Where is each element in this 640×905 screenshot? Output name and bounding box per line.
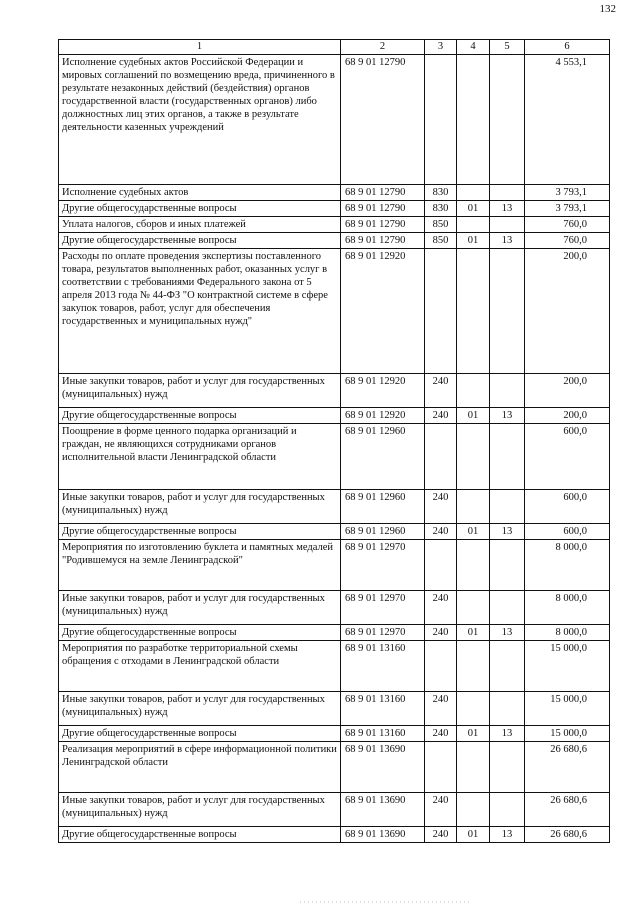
cell-section: 01 bbox=[457, 827, 490, 843]
cell-target-code: 68 9 01 12920 bbox=[341, 408, 425, 424]
cell-target-code: 68 9 01 12970 bbox=[341, 591, 425, 625]
cell-expense-type bbox=[425, 540, 457, 591]
cell-expense-type: 240 bbox=[425, 793, 457, 827]
cell-amount: 8 000,0 bbox=[525, 591, 610, 625]
cell-amount: 3 793,1 bbox=[525, 201, 610, 217]
cell-name: Другие общегосударственные вопросы bbox=[59, 201, 341, 217]
cell-amount: 3 793,1 bbox=[525, 185, 610, 201]
cell-expense-type: 240 bbox=[425, 726, 457, 742]
table-row bbox=[59, 374, 610, 408]
cell-section bbox=[457, 692, 490, 726]
cell-name: Мероприятия по разработке территориальной схемы обращения с отходами в Ленинградской области bbox=[59, 641, 341, 692]
cell-subsection: 13 bbox=[490, 726, 525, 742]
cell-section bbox=[457, 185, 490, 201]
cell-subsection bbox=[490, 424, 525, 490]
cell-name: Уплата налогов, сборов и иных платежей bbox=[59, 217, 341, 233]
cell-section: 01 bbox=[457, 625, 490, 641]
cell-expense-type: 830 bbox=[425, 201, 457, 217]
cell-section bbox=[457, 540, 490, 591]
cell-section bbox=[457, 424, 490, 490]
cell-section: 01 bbox=[457, 524, 490, 540]
cell-subsection bbox=[490, 692, 525, 726]
cell-subsection bbox=[490, 490, 525, 524]
cell-section: 01 bbox=[457, 408, 490, 424]
cell-target-code: 68 9 01 12960 bbox=[341, 524, 425, 540]
cell-name: Иные закупки товаров, работ и услуг для государственных (муниципальных) нужд bbox=[59, 591, 341, 625]
cell-target-code: 68 9 01 13690 bbox=[341, 742, 425, 793]
table-header-row bbox=[59, 40, 610, 55]
cell-name: Иные закупки товаров, работ и услуг для государственных (муниципальных) нужд bbox=[59, 793, 341, 827]
table-row bbox=[59, 742, 610, 793]
cell-section bbox=[457, 793, 490, 827]
cell-amount: 26 680,6 bbox=[525, 793, 610, 827]
cell-target-code: 68 9 01 13690 bbox=[341, 827, 425, 843]
header-col-1: 1 bbox=[59, 40, 341, 55]
cell-name: Другие общегосударственные вопросы bbox=[59, 408, 341, 424]
cell-expense-type bbox=[425, 55, 457, 185]
header-col-4: 4 bbox=[457, 40, 490, 55]
cell-expense-type: 850 bbox=[425, 233, 457, 249]
cell-target-code: 68 9 01 12790 bbox=[341, 55, 425, 185]
table-row bbox=[59, 490, 610, 524]
cell-name: Мероприятия по изготовлению буклета и памятных медалей "Родившемуся на земле Ленинградской" bbox=[59, 540, 341, 591]
cell-target-code: 68 9 01 13160 bbox=[341, 692, 425, 726]
table-row bbox=[59, 201, 610, 217]
page-number: 132 bbox=[599, 3, 616, 15]
cell-subsection: 13 bbox=[490, 524, 525, 540]
table-row bbox=[59, 591, 610, 625]
cell-subsection bbox=[490, 185, 525, 201]
table-row bbox=[59, 249, 610, 374]
cell-subsection: 13 bbox=[490, 625, 525, 641]
cell-section bbox=[457, 641, 490, 692]
cell-expense-type: 240 bbox=[425, 524, 457, 540]
header-col-6: 6 bbox=[525, 40, 610, 55]
cell-amount: 760,0 bbox=[525, 233, 610, 249]
cell-name: Реализация мероприятий в сфере информационной политики Ленинградской области bbox=[59, 742, 341, 793]
cell-expense-type: 240 bbox=[425, 625, 457, 641]
table-row bbox=[59, 726, 610, 742]
table-row bbox=[59, 827, 610, 843]
header-col-5: 5 bbox=[490, 40, 525, 55]
cell-name: Исполнение судебных актов bbox=[59, 185, 341, 201]
cell-expense-type: 240 bbox=[425, 692, 457, 726]
cell-subsection bbox=[490, 249, 525, 374]
cell-amount: 15 000,0 bbox=[525, 726, 610, 742]
cell-subsection bbox=[490, 591, 525, 625]
table-row bbox=[59, 217, 610, 233]
table-row bbox=[59, 424, 610, 490]
cell-amount: 26 680,6 bbox=[525, 827, 610, 843]
cell-subsection: 13 bbox=[490, 233, 525, 249]
cell-target-code: 68 9 01 12790 bbox=[341, 233, 425, 249]
cell-amount: 15 000,0 bbox=[525, 692, 610, 726]
table-row bbox=[59, 641, 610, 692]
cell-target-code: 68 9 01 12970 bbox=[341, 540, 425, 591]
cell-name: Поощрение в форме ценного подарка организаций и граждан, не являющихся сотрудниками органов исполнительной власти Ленинградской области bbox=[59, 424, 341, 490]
table-row bbox=[59, 625, 610, 641]
cell-expense-type: 240 bbox=[425, 408, 457, 424]
cell-target-code: 68 9 01 13160 bbox=[341, 641, 425, 692]
table-row bbox=[59, 185, 610, 201]
table-row bbox=[59, 692, 610, 726]
budget-table bbox=[58, 39, 610, 843]
cell-amount: 4 553,1 bbox=[525, 55, 610, 185]
cell-amount: 600,0 bbox=[525, 524, 610, 540]
cell-amount: 15 000,0 bbox=[525, 641, 610, 692]
table-row bbox=[59, 540, 610, 591]
cell-subsection bbox=[490, 742, 525, 793]
cell-subsection: 13 bbox=[490, 408, 525, 424]
cell-amount: 26 680,6 bbox=[525, 742, 610, 793]
cell-target-code: 68 9 01 12790 bbox=[341, 217, 425, 233]
cell-section: 01 bbox=[457, 726, 490, 742]
cell-target-code: 68 9 01 12960 bbox=[341, 424, 425, 490]
cell-expense-type bbox=[425, 249, 457, 374]
cell-section: 01 bbox=[457, 201, 490, 217]
cell-amount: 200,0 bbox=[525, 408, 610, 424]
cell-expense-type: 830 bbox=[425, 185, 457, 201]
cell-name: Другие общегосударственные вопросы bbox=[59, 625, 341, 641]
cell-target-code: 68 9 01 13160 bbox=[341, 726, 425, 742]
cell-target-code: 68 9 01 12920 bbox=[341, 249, 425, 374]
cell-section bbox=[457, 742, 490, 793]
cell-name: Исполнение судебных актов Российской Федерации и мировых соглашений по возмещению вреда, причиненного в результате незаконных действий (бездействия) органов государственной власти (государственных органов) либо должностных лиц этих органов, а также в результате деятельности казенных учреждений bbox=[59, 55, 341, 185]
cell-expense-type: 240 bbox=[425, 591, 457, 625]
cell-section bbox=[457, 55, 490, 185]
cell-subsection bbox=[490, 374, 525, 408]
table-row bbox=[59, 408, 610, 424]
table-row bbox=[59, 524, 610, 540]
cell-amount: 8 000,0 bbox=[525, 540, 610, 591]
cell-expense-type: 240 bbox=[425, 374, 457, 408]
cell-section bbox=[457, 591, 490, 625]
table-row bbox=[59, 793, 610, 827]
cell-section: 01 bbox=[457, 233, 490, 249]
cell-subsection bbox=[490, 55, 525, 185]
cell-section bbox=[457, 217, 490, 233]
cell-amount: 8 000,0 bbox=[525, 625, 610, 641]
cell-amount: 760,0 bbox=[525, 217, 610, 233]
header-col-3: 3 bbox=[425, 40, 457, 55]
cell-subsection: 13 bbox=[490, 827, 525, 843]
cell-subsection bbox=[490, 540, 525, 591]
cell-amount: 600,0 bbox=[525, 424, 610, 490]
cell-target-code: 68 9 01 12970 bbox=[341, 625, 425, 641]
header-col-2: 2 bbox=[341, 40, 425, 55]
cell-subsection bbox=[490, 217, 525, 233]
cell-name: Иные закупки товаров, работ и услуг для государственных (муниципальных) нужд bbox=[59, 374, 341, 408]
cell-expense-type: 240 bbox=[425, 490, 457, 524]
scan-edge-marks bbox=[0, 895, 640, 905]
cell-subsection: 13 bbox=[490, 201, 525, 217]
cell-section bbox=[457, 490, 490, 524]
cell-amount: 600,0 bbox=[525, 490, 610, 524]
cell-subsection bbox=[490, 793, 525, 827]
cell-section bbox=[457, 249, 490, 374]
cell-name: Иные закупки товаров, работ и услуг для государственных (муниципальных) нужд bbox=[59, 692, 341, 726]
cell-expense-type: 850 bbox=[425, 217, 457, 233]
cell-target-code: 68 9 01 13690 bbox=[341, 793, 425, 827]
cell-target-code: 68 9 01 12790 bbox=[341, 185, 425, 201]
cell-target-code: 68 9 01 12920 bbox=[341, 374, 425, 408]
cell-expense-type bbox=[425, 742, 457, 793]
cell-target-code: 68 9 01 12960 bbox=[341, 490, 425, 524]
cell-name: Иные закупки товаров, работ и услуг для государственных (муниципальных) нужд bbox=[59, 490, 341, 524]
cell-name: Другие общегосударственные вопросы bbox=[59, 524, 341, 540]
cell-expense-type: 240 bbox=[425, 827, 457, 843]
cell-target-code: 68 9 01 12790 bbox=[341, 201, 425, 217]
table-row bbox=[59, 233, 610, 249]
table-row bbox=[59, 55, 610, 185]
cell-name: Другие общегосударственные вопросы bbox=[59, 726, 341, 742]
cell-section bbox=[457, 374, 490, 408]
cell-amount: 200,0 bbox=[525, 249, 610, 374]
cell-name: Другие общегосударственные вопросы bbox=[59, 233, 341, 249]
cell-amount: 200,0 bbox=[525, 374, 610, 408]
cell-subsection bbox=[490, 641, 525, 692]
cell-expense-type bbox=[425, 424, 457, 490]
cell-name: Расходы по оплате проведения экспертизы поставленного товара, результатов выполненных работ, оказанных услуг в соответствии с требованиями Федерального закона от 5 апреля 2013 года № 44-ФЗ "О контрактной системе в сфере закупок товаров, работ, услуг для обеспечения государственных и муниципальных нужд" bbox=[59, 249, 341, 374]
cell-expense-type bbox=[425, 641, 457, 692]
cell-name: Другие общегосударственные вопросы bbox=[59, 827, 341, 843]
